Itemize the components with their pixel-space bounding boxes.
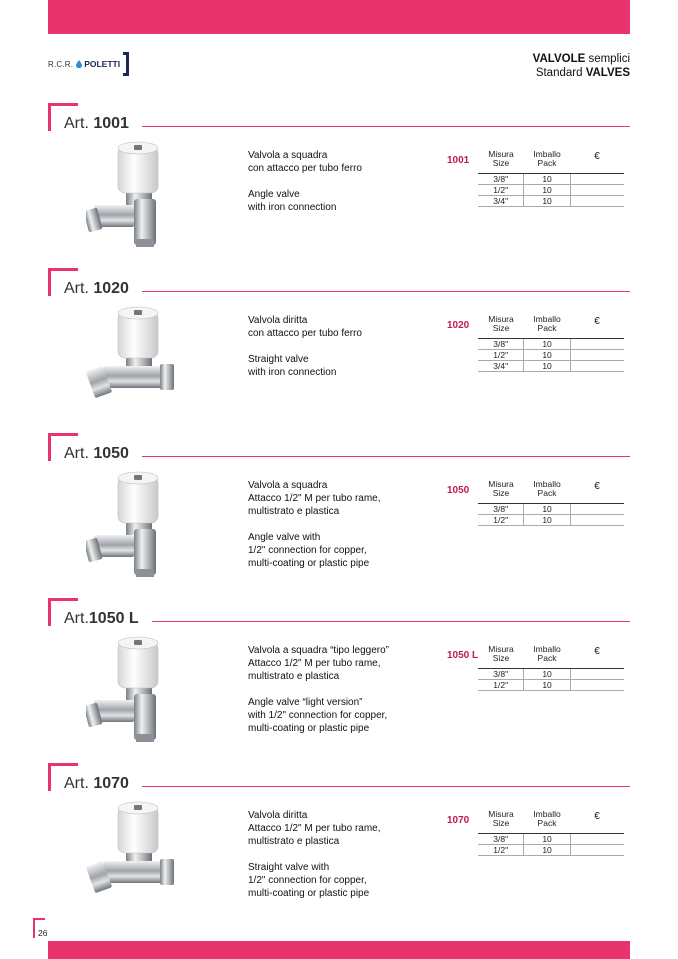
table-row <box>478 669 624 680</box>
angle-valve-image <box>86 139 181 249</box>
spec-table <box>478 809 624 856</box>
pack-cell: 10 <box>524 834 570 844</box>
price-cell <box>571 515 624 525</box>
size-header <box>478 809 524 833</box>
size-cell: 3/4" <box>478 196 524 206</box>
pack-header-it: Imballo <box>533 314 561 324</box>
desc-it-line: Valvola a squadra “tipo leggero” <box>248 645 390 656</box>
straight-valve-image <box>86 799 181 909</box>
pack-header <box>524 809 570 833</box>
brand-logo <box>48 52 129 76</box>
pack-header-en: Pack <box>537 158 557 168</box>
section-divider <box>152 621 630 622</box>
desc-it-line: multistrato e plastica <box>248 506 340 517</box>
desc-it-line: Valvola a squadra <box>248 480 328 491</box>
product-description <box>248 644 438 748</box>
spec-table <box>478 644 624 691</box>
size-cell: 1/2" <box>478 350 524 360</box>
catalog-heading <box>533 52 630 80</box>
desc-it-line: Attacco 1/2" M per tubo rame, <box>248 658 381 669</box>
section-divider <box>142 126 630 127</box>
price-header: € <box>594 811 600 822</box>
size-cell: 3/4" <box>478 361 524 371</box>
pack-header-it: Imballo <box>533 149 561 159</box>
price-cell <box>571 834 624 844</box>
product-code: 1001 <box>447 155 470 166</box>
section-divider <box>142 786 630 787</box>
price-header: € <box>594 151 600 162</box>
size-header-it: Misura <box>488 809 514 819</box>
desc-it-line: multistrato e plastica <box>248 836 340 847</box>
top-banner <box>48 0 630 34</box>
article-label: Art. <box>64 280 94 297</box>
size-cell: 3/8" <box>478 174 524 184</box>
description-italian <box>248 809 438 848</box>
pack-cell: 10 <box>524 174 570 184</box>
article-label: Art. <box>64 775 94 792</box>
size-cell: 1/2" <box>478 515 524 525</box>
article-title <box>64 610 139 628</box>
size-cell: 3/8" <box>478 339 524 349</box>
spec-table-header <box>478 149 624 174</box>
desc-en-line: multi-coating or plastic pipe <box>248 723 370 734</box>
desc-it-line: multistrato e plastica <box>248 671 340 682</box>
size-header <box>478 644 524 668</box>
price-cell <box>571 196 624 206</box>
price-cell <box>571 185 624 195</box>
pack-cell: 10 <box>524 185 570 195</box>
size-header-en: Size <box>492 158 510 168</box>
pack-header-en: Pack <box>537 323 557 333</box>
size-header-it: Misura <box>488 149 514 159</box>
table-row <box>478 185 624 196</box>
price-cell <box>571 669 624 679</box>
size-header <box>478 479 524 503</box>
size-cell: 3/8" <box>478 504 524 514</box>
price-cell <box>571 504 624 514</box>
price-cell <box>571 361 624 371</box>
price-header: € <box>594 316 600 327</box>
product-section <box>0 433 678 598</box>
table-row <box>478 845 624 856</box>
size-header-it: Misura <box>488 314 514 324</box>
table-row <box>478 196 624 207</box>
desc-it-line: Valvola diritta <box>248 810 308 821</box>
article-number: 1070 <box>93 775 129 792</box>
article-label: Art. <box>64 610 89 627</box>
bottom-banner <box>48 941 630 959</box>
product-description <box>248 479 438 583</box>
table-row <box>478 515 624 526</box>
desc-en-line: Straight valve <box>248 354 309 365</box>
desc-en-line: with iron connection <box>248 202 337 213</box>
product-code: 1020 <box>447 320 470 331</box>
spec-table <box>478 479 624 526</box>
pack-header <box>524 644 570 668</box>
table-row <box>478 174 624 185</box>
price-cell <box>571 350 624 360</box>
article-number: 1050 L <box>88 610 139 627</box>
brand-name: POLETTI <box>84 59 121 69</box>
article-title <box>64 775 129 793</box>
category-en-bold: VALVES <box>585 67 630 79</box>
table-row <box>478 834 624 845</box>
size-header-en: Size <box>492 818 510 828</box>
desc-it-line: con attacco per tubo ferro <box>248 328 362 339</box>
pack-header-en: Pack <box>537 653 557 663</box>
table-row <box>478 504 624 515</box>
pack-header <box>524 479 570 503</box>
pack-cell: 10 <box>524 196 570 206</box>
desc-en-line: Angle valve “light version” <box>248 697 363 708</box>
desc-it-line: Attacco 1/2" M per tubo rame, <box>248 823 381 834</box>
pack-header-it: Imballo <box>533 644 561 654</box>
desc-en-line: Straight valve with <box>248 862 330 873</box>
section-divider <box>142 456 630 457</box>
product-section <box>0 268 678 433</box>
pack-header <box>524 314 570 338</box>
article-number: 1001 <box>93 115 129 132</box>
spec-table-header <box>478 809 624 834</box>
pack-cell: 10 <box>524 504 570 514</box>
description-english <box>248 861 438 900</box>
pack-cell: 10 <box>524 669 570 679</box>
pack-header-it: Imballo <box>533 809 561 819</box>
category-it-rest: semplici <box>585 53 630 65</box>
size-header <box>478 314 524 338</box>
price-cell <box>571 680 624 690</box>
article-title <box>64 115 129 133</box>
product-code: 1070 <box>447 815 470 826</box>
desc-it-line: Valvola diritta <box>248 315 308 326</box>
size-cell: 3/8" <box>478 834 524 844</box>
size-cell: 3/8" <box>478 669 524 679</box>
angle-valve-image <box>86 634 181 744</box>
pack-header-it: Imballo <box>533 479 561 489</box>
table-row <box>478 361 624 372</box>
product-section <box>0 103 678 268</box>
water-drop-icon <box>76 60 82 68</box>
description-italian <box>248 479 438 518</box>
pack-header-en: Pack <box>537 488 557 498</box>
pack-cell: 10 <box>524 361 570 371</box>
desc-en-line: with 1/2" connection for copper, <box>248 710 388 721</box>
category-it-bold: VALVOLE <box>532 53 586 65</box>
product-description <box>248 314 438 392</box>
angle-valve-image <box>86 469 181 579</box>
size-header-en: Size <box>492 488 510 498</box>
pack-cell: 10 <box>524 680 570 690</box>
spec-table <box>478 149 624 207</box>
spec-table-header <box>478 644 624 669</box>
description-english <box>248 188 438 214</box>
pack-cell: 10 <box>524 339 570 349</box>
description-english <box>248 696 438 735</box>
desc-it-line: Valvola a squadra <box>248 150 328 161</box>
table-row <box>478 680 624 691</box>
desc-en-line: Angle valve <box>248 189 300 200</box>
straight-valve-image <box>86 304 181 414</box>
description-italian <box>248 644 438 683</box>
desc-en-line: with iron connection <box>248 367 337 378</box>
product-section <box>0 598 678 763</box>
desc-en-line: Angle valve with <box>248 532 321 543</box>
size-header <box>478 149 524 173</box>
spec-table <box>478 314 624 372</box>
article-title <box>64 280 129 298</box>
article-number: 1020 <box>93 280 129 297</box>
desc-en-line: 1/2" connection for copper, <box>248 875 367 886</box>
size-header-en: Size <box>492 323 510 333</box>
article-number: 1050 <box>93 445 129 462</box>
product-code: 1050 L <box>447 650 479 661</box>
pack-cell: 10 <box>524 515 570 525</box>
size-header-it: Misura <box>488 479 514 489</box>
price-cell <box>571 174 624 184</box>
brand-bracket <box>123 52 129 76</box>
desc-en-line: 1/2" connection for copper, <box>248 545 367 556</box>
price-cell <box>571 845 624 855</box>
table-row <box>478 350 624 361</box>
desc-en-line: multi-coating or plastic pipe <box>248 558 370 569</box>
section-divider <box>142 291 630 292</box>
size-cell: 1/2" <box>478 680 524 690</box>
size-header-it: Misura <box>488 644 514 654</box>
size-cell: 1/2" <box>478 845 524 855</box>
price-header: € <box>594 646 600 657</box>
article-title <box>64 445 129 463</box>
price-cell <box>571 339 624 349</box>
product-description <box>248 149 438 227</box>
article-label: Art. <box>64 445 94 462</box>
pack-header <box>524 149 570 173</box>
article-label: Art. <box>64 115 94 132</box>
spec-table-header <box>478 314 624 339</box>
size-cell: 1/2" <box>478 185 524 195</box>
description-english <box>248 531 438 570</box>
desc-it-line: con attacco per tubo ferro <box>248 163 362 174</box>
pack-header-en: Pack <box>537 818 557 828</box>
description-english <box>248 353 438 379</box>
price-header: € <box>594 481 600 492</box>
product-code: 1050 <box>447 485 470 496</box>
product-description <box>248 809 438 913</box>
page-number: 26 <box>33 918 45 938</box>
table-row <box>478 339 624 350</box>
spec-table-header <box>478 479 624 504</box>
description-italian <box>248 149 438 175</box>
product-section <box>0 763 678 928</box>
desc-en-line: multi-coating or plastic pipe <box>248 888 370 899</box>
pack-cell: 10 <box>524 845 570 855</box>
category-en-pre: Standard <box>535 67 586 79</box>
description-italian <box>248 314 438 340</box>
pack-cell: 10 <box>524 350 570 360</box>
size-header-en: Size <box>492 653 510 663</box>
desc-it-line: Attacco 1/2" M per tubo rame, <box>248 493 381 504</box>
brand-rcr: R.C.R. <box>48 59 74 69</box>
